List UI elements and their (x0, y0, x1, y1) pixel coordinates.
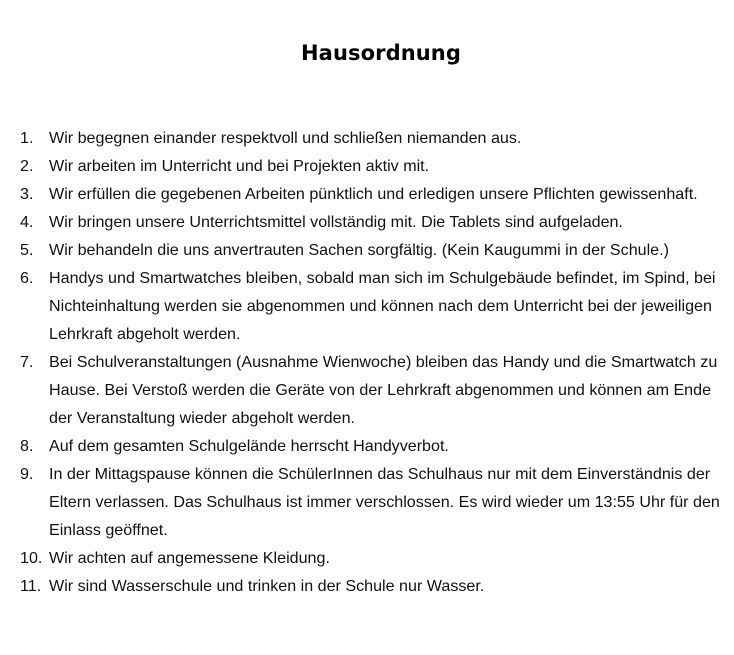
rule-item-6 (20, 264, 720, 348)
rules-list (20, 124, 720, 600)
rule-text: Wir achten auf angemessene Kleidung. (49, 549, 330, 567)
rule-text: Wir erfüllen die gegebenen Arbeiten pünktlich und erledigen unsere Pflichten gewissenhaft. (49, 185, 698, 203)
rule-item-11 (20, 572, 720, 600)
rule-number: 6. (20, 269, 34, 287)
rule-number: 11. (20, 577, 42, 595)
rule-number: 1. (20, 129, 34, 147)
rule-text: Wir sind Wasserschule und trinken in der Schule nur Wasser. (49, 577, 485, 595)
rule-item-7 (20, 348, 720, 432)
rule-text: Handys und Smartwatches bleiben, sobald man sich im Schulgebäude befindet, im Spind, bei Nichteinhaltung werden sie abgenommen und können nach dem Unterricht bei der jeweiligen Lehrkraft abgeholt werden. (49, 269, 716, 343)
rule-number: 8. (20, 437, 34, 455)
rule-item-3 (20, 180, 720, 208)
rule-text: Wir bringen unsere Unterrichtsmittel vollständig mit. Die Tablets sind aufgeladen. (49, 213, 623, 231)
rule-item-1 (20, 124, 720, 152)
rule-item-5 (20, 236, 720, 264)
rule-item-4 (20, 208, 720, 236)
rule-item-10 (20, 544, 720, 572)
rule-text: Auf dem gesamten Schulgelände herrscht Handyverbot. (49, 437, 449, 455)
rule-text: Wir begegnen einander respektvoll und schließen niemanden aus. (49, 129, 522, 147)
rule-number: 2. (20, 157, 34, 175)
rule-number: 4. (20, 213, 34, 231)
rule-number: 9. (20, 465, 34, 483)
rule-text: Wir arbeiten im Unterricht und bei Projekten aktiv mit. (49, 157, 430, 175)
rule-number: 10. (20, 549, 43, 567)
rule-item-8 (20, 432, 720, 460)
rule-item-2 (20, 152, 720, 180)
rule-number: 7. (20, 353, 34, 371)
document-title: Hausordnung (301, 41, 461, 65)
rule-text: Wir behandeln die uns anvertrauten Sachen sorgfältig. (Kein Kaugummi in der Schule.) (49, 241, 669, 259)
rule-number: 5. (20, 241, 34, 259)
rule-item-9 (20, 460, 720, 544)
rule-text: Bei Schulveranstaltungen (Ausnahme Wienwoche) bleiben das Handy und die Smartwatch zu Hause. Bei Verstoß werden die Geräte von der Lehrkraft abgenommen und können am Ende der Veranstaltung wieder abgeholt werden. (49, 353, 718, 427)
rule-text: In der Mittagspause können die SchülerInnen das Schulhaus nur mit dem Einverständnis der Eltern verlassen. Das Schulhaus ist immer verschlossen. Es wird wieder um 13:55 Uhr für den Einlass geöffnet. (49, 465, 720, 539)
rule-number: 3. (20, 185, 34, 203)
